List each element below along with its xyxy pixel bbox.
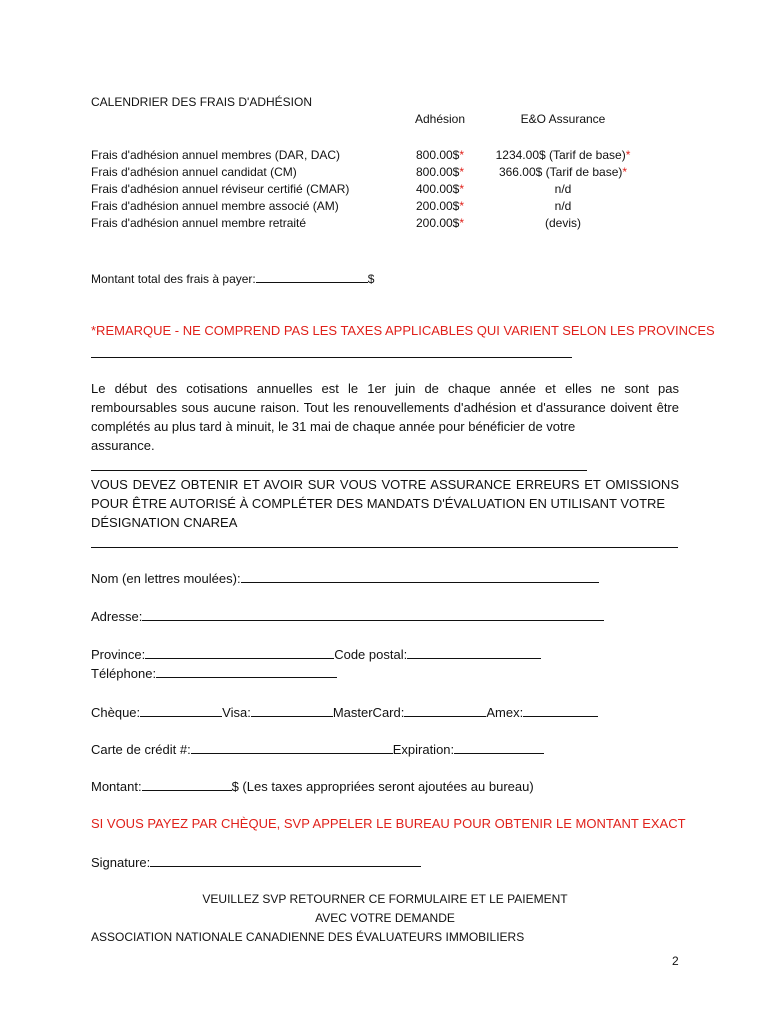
fee-row-label: Frais d'adhésion annuel candidat (CM): [91, 165, 297, 179]
phone-field[interactable]: [156, 665, 337, 678]
amex-label: Amex:: [486, 705, 524, 720]
divider: [91, 470, 587, 471]
fee-row-label: Frais d'adhésion annuel membre associé (AM): [91, 199, 339, 213]
postal-code-label: Code postal:: [334, 647, 408, 662]
credit-card-label: Carte de crédit #:: [91, 742, 191, 757]
amount-note: $ (Les taxes appropriées seront ajoutées au bureau): [231, 779, 534, 794]
amount-line: [91, 778, 534, 794]
taxes-remark: *REMARQUE - NE COMPREND PAS LES TAXES APPLICABLES QUI VARIENT SELON LES PROVINCES: [91, 323, 715, 338]
visa-field[interactable]: [251, 704, 333, 717]
footer-line-3: ASSOCIATION NATIONALE CANADIENNE DES ÉVALUATEURS IMMOBILIERS: [91, 930, 525, 944]
expiration-field[interactable]: [454, 741, 544, 754]
renewal-paragraph: Le début des cotisations annuelles est le 1er juin de chaque année et elles ne sont pas remboursables sous aucune raison. Tout les renouvellements d'adhésion et d'assurance doivent être complétés au plus tard à minuit, le 31 mai de chaque année pour bénéficier de votre assurance.: [91, 381, 679, 453]
credit-card-field[interactable]: [191, 741, 393, 754]
amex-field[interactable]: [523, 704, 598, 717]
cheque-notice: SI VOUS PAYEZ PAR CHÈQUE, SVP APPELER LE BUREAU POUR OBTENIR LE MONTANT EXACT: [91, 816, 686, 831]
expiration-label: Expiration:: [392, 742, 455, 757]
fee-row-adhesion: 200.00$*: [415, 199, 465, 213]
fee-row-label: Frais d'adhésion annuel membres (DAR, DAC): [91, 148, 341, 162]
fee-row-eo: n/d: [554, 199, 572, 213]
total-amount-field[interactable]: [256, 270, 368, 283]
fee-row-eo: (devis): [544, 216, 581, 230]
fee-row-eo: 366.00$ (Tarif de base)*: [498, 165, 628, 179]
mastercard-field[interactable]: [404, 704, 486, 717]
column-header-eo: E&O Assurance: [520, 112, 606, 126]
province-line: [91, 646, 541, 662]
total-amount-label: Montant total des frais à payer:: [91, 272, 256, 286]
total-amount-line: [91, 270, 374, 286]
address-line: [91, 608, 604, 624]
signature-line: [91, 854, 421, 870]
fee-row-adhesion: 800.00$*: [415, 165, 465, 179]
province-label: Province:: [91, 647, 146, 662]
name-line: [91, 570, 599, 586]
payment-method-line: [91, 704, 598, 720]
amount-label: Montant:: [91, 779, 142, 794]
amount-field[interactable]: [142, 778, 232, 791]
insurance-paragraph: VOUS DEVEZ OBTENIR ET AVOIR SUR VOUS VOTRE ASSURANCE ERREURS ET OMISSIONS POUR ÊTRE AUTORISÉ À COMPLÉTER DES MANDATS D'ÉVALUATION EN UTILISANT VOTRE DÉSIGNATION CNAREA: [91, 477, 679, 530]
page-number: 2: [672, 954, 679, 968]
visa-label: Visa:: [222, 705, 251, 720]
fee-row-label: Frais d'adhésion annuel réviseur certifié (CMAR): [91, 182, 350, 196]
signature-field[interactable]: [150, 854, 421, 867]
divider: [91, 357, 572, 358]
credit-card-line: [91, 741, 544, 757]
address-label: Adresse:: [91, 609, 143, 624]
footer-line-2: AVEC VOTRE DEMANDE: [315, 911, 455, 925]
footer-line-1: VEUILLEZ SVP RETOURNER CE FORMULAIRE ET LE PAIEMENT: [202, 892, 568, 906]
fee-row-adhesion: 800.00$*: [415, 148, 465, 162]
province-field[interactable]: [145, 646, 334, 659]
total-amount-suffix: $: [367, 272, 375, 286]
fee-row-eo: n/d: [554, 182, 572, 196]
name-label: Nom (en lettres moulées):: [91, 571, 241, 586]
fee-row-label: Frais d'adhésion annuel membre retraité: [91, 216, 307, 230]
divider: [91, 547, 678, 548]
fee-row-adhesion: 400.00$*: [415, 182, 465, 196]
signature-label: Signature:: [91, 855, 151, 870]
phone-line: [91, 665, 337, 681]
mastercard-label: MasterCard:: [332, 705, 405, 720]
fee-row-adhesion: 200.00$*: [415, 216, 465, 230]
postal-code-field[interactable]: [407, 646, 541, 659]
fee-row-eo: 1234.00$ (Tarif de base)*: [495, 148, 631, 162]
column-header-adhesion: Adhésion: [414, 112, 466, 126]
cheque-field[interactable]: [140, 704, 222, 717]
phone-label: Téléphone:: [91, 666, 157, 681]
cheque-label: Chèque:: [91, 705, 141, 720]
address-field[interactable]: [142, 608, 604, 621]
page-title: CALENDRIER DES FRAIS D'ADHÉSION: [91, 95, 312, 109]
name-field[interactable]: [241, 570, 599, 583]
